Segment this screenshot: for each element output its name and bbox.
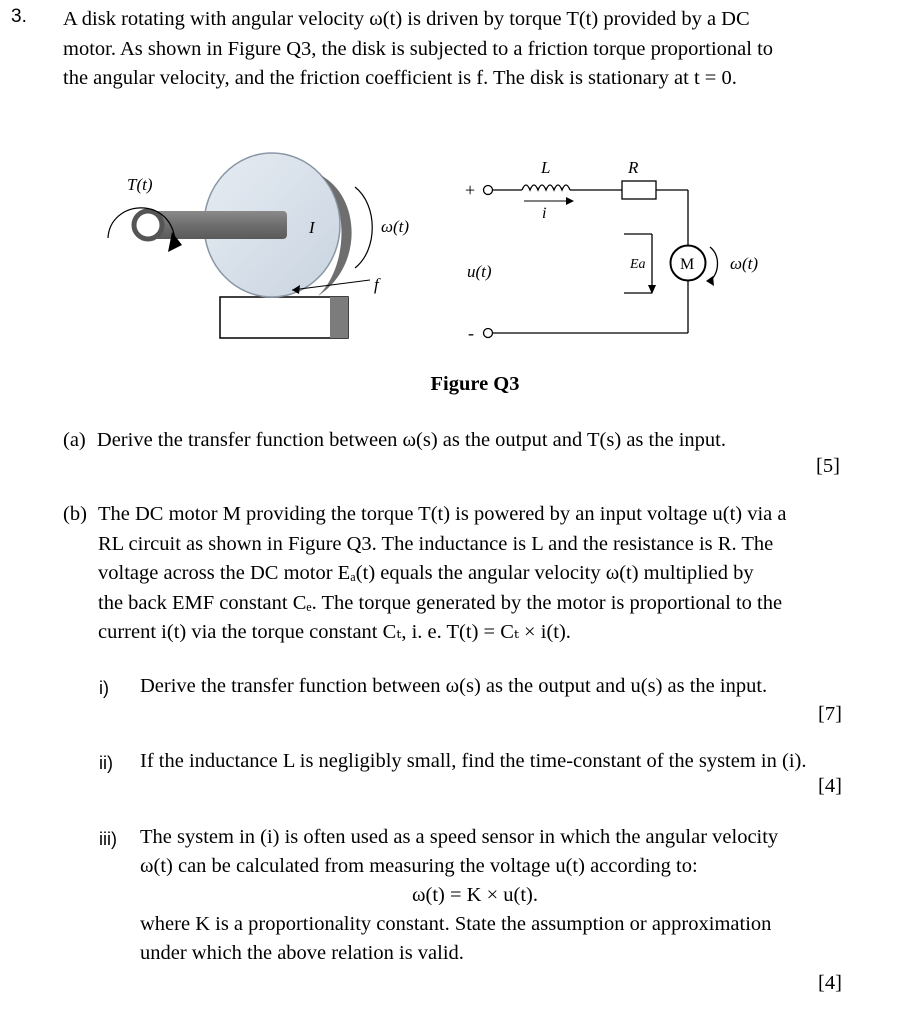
plus-label: + [465,180,476,200]
voltage-label: u(t) [467,262,492,281]
minus-label: - [468,323,474,343]
part-b-line: the back EMF constant Cₑ. The torque generated by the motor is proportional to the [98,591,783,614]
base-shading [330,297,348,338]
base-block [220,297,348,338]
part-a-label: (a) [63,429,86,451]
figure-q3 [0,0,900,380]
subpart-ii-text: If the inductance L is negligibly small, find the time-constant of the system in (i). [140,750,807,772]
friction-label: f [374,275,379,294]
part-b-line: voltage across the DC motor Eₐ(t) equals the angular velocity ω(t) multiplied by [98,562,754,584]
motor-omega-label: ω(t) [730,254,759,273]
subpart-iii-line: The system in (i) is often used as a speed sensor in which the angular velocity [140,826,779,848]
disk-omega-label: ω(t) [381,217,410,236]
part-b-line: RL circuit as shown in Figure Q3. The inductance is L and the resistance is R. The [98,532,774,555]
question-number: 3. [11,6,27,27]
subpart-iii-line: where K is a proportionality constant. State the assumption or approximation [140,913,772,935]
part-a-marks: [5] [816,455,840,477]
resistor [622,181,656,199]
part-b-body [98,500,787,648]
subpart-i-label: i) [99,678,109,698]
intro-line: A disk rotating with angular velocity ω(t) is driven by torque T(t) provided by a DC [63,8,750,30]
motor-label: M [680,256,695,273]
subpart-i-marks: [7] [818,703,842,725]
part-b-line: current i(t) via the torque constant Cₜ, i. e. T(t) = Cₜ × i(t). [98,621,571,643]
current-arrow-head [566,197,574,205]
subpart-iii-marks: [4] [818,972,842,994]
shaft-end [134,211,162,239]
subpart-iii-label: iii) [99,829,117,849]
part-a-text: Derive the transfer function between ω(s) as the output and T(s) as the input. [96,429,726,451]
shaft [147,211,287,239]
inertia-label: I [309,218,315,237]
torque-label: T(t) [127,175,153,194]
omega-arrow [355,187,372,268]
part-b-line: The DC motor M providing the torque T(t) is powered by an input voltage u(t) via a [98,503,787,525]
figure-caption: Figure Q3 [430,373,520,395]
subpart-i-text: Derive the transfer function between ω(s) as the output and u(s) as the input. [140,675,768,697]
intro-line: the angular velocity, and the friction coefficient is f. The disk is stationary at t = 0. [63,67,737,89]
intro-line: motor. As shown in Figure Q3, the disk is subjected to a friction torque proportional to [63,37,774,60]
part-b-label: (b) [63,503,87,525]
motor-omega-arrow-head [706,276,714,286]
subpart-iii-equation: ω(t) = K × u(t). [412,884,538,906]
terminal-plus [484,186,493,195]
terminal-minus [484,329,493,338]
inductor-label: L [541,158,551,177]
subpart-iii-line: under which the above relation is valid. [140,942,464,964]
resistor-label: R [628,158,639,177]
subpart-ii-marks: [4] [818,775,842,797]
current-label: i [542,205,547,222]
emf-label: Ea [630,257,646,272]
part-a [63,426,726,456]
inductor [522,185,570,190]
subpart-ii-label: ii) [99,753,113,773]
subpart-iii-line: ω(t) can be calculated from measuring the voltage u(t) according to: [140,855,698,877]
